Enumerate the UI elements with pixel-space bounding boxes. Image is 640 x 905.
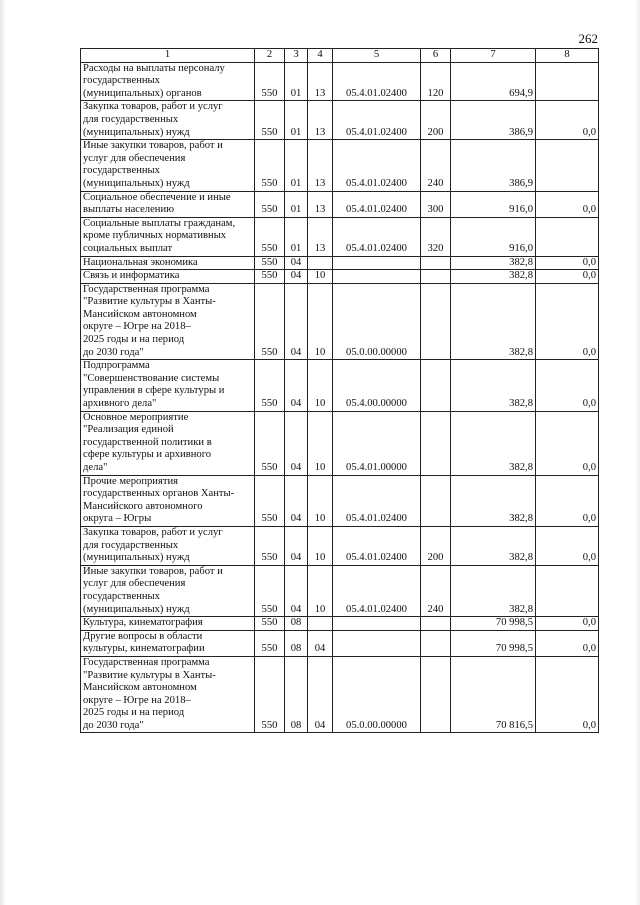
- subsection-cell: 04: [308, 630, 333, 656]
- amount-extra-cell: 0,0: [536, 656, 599, 733]
- table-row: [81, 617, 599, 631]
- subsection-cell: 10: [308, 283, 333, 360]
- table-row: [81, 526, 599, 565]
- target-article-cell: 05.4.01.02400: [333, 565, 421, 616]
- amount-cell: 382,8: [451, 411, 536, 475]
- subsection-cell: 04: [308, 656, 333, 733]
- amount-extra-cell: [536, 62, 599, 101]
- expense-type-cell: 240: [421, 565, 451, 616]
- table-row: [81, 217, 599, 256]
- expense-type-cell: [421, 617, 451, 631]
- target-article-cell: 05.4.01.02400: [333, 475, 421, 526]
- row-name-cell: Подпрограмма "Совершенствование системы управления в сфере культуры и архивного дела": [81, 360, 255, 411]
- section-cell: 08: [285, 656, 308, 733]
- admin-code-cell: 550: [255, 191, 285, 217]
- amount-cell: 382,8: [451, 270, 536, 284]
- target-article-cell: 05.4.00.00000: [333, 360, 421, 411]
- target-article-cell: [333, 256, 421, 270]
- table-row: [81, 565, 599, 616]
- section-cell: 04: [285, 256, 308, 270]
- admin-code-cell: 550: [255, 217, 285, 256]
- target-article-cell: 05.4.01.02400: [333, 217, 421, 256]
- scan-edge-left: [0, 0, 6, 905]
- subsection-cell: 10: [308, 526, 333, 565]
- row-name-cell: Прочие мероприятия государственных органов Ханты- Мансийского автономного округа – Югры: [81, 475, 255, 526]
- section-cell: 01: [285, 101, 308, 140]
- budget-table: [80, 48, 599, 733]
- admin-code-cell: 550: [255, 283, 285, 360]
- admin-code-cell: 550: [255, 526, 285, 565]
- amount-cell: 70 998,5: [451, 617, 536, 631]
- target-article-cell: 05.4.01.02400: [333, 526, 421, 565]
- table-row: [81, 191, 599, 217]
- subsection-cell: [308, 256, 333, 270]
- amount-cell: 694,9: [451, 62, 536, 101]
- section-cell: 04: [285, 283, 308, 360]
- amount-extra-cell: [536, 565, 599, 616]
- subsection-cell: 10: [308, 475, 333, 526]
- admin-code-cell: 550: [255, 62, 285, 101]
- expense-type-cell: 240: [421, 140, 451, 191]
- header-cell: 8: [536, 49, 599, 63]
- row-name-cell: Национальная экономика: [81, 256, 255, 270]
- amount-cell: 916,0: [451, 217, 536, 256]
- amount-extra-cell: 0,0: [536, 475, 599, 526]
- expense-type-cell: 200: [421, 526, 451, 565]
- expense-type-cell: [421, 656, 451, 733]
- row-name-cell: Основное мероприятие "Реализация единой государственной политики в сфере культуры и архивного дела": [81, 411, 255, 475]
- admin-code-cell: 550: [255, 475, 285, 526]
- target-article-cell: 05.4.01.02400: [333, 191, 421, 217]
- amount-cell: 382,8: [451, 283, 536, 360]
- header-row: [81, 49, 599, 63]
- subsection-cell: [308, 617, 333, 631]
- row-name-cell: Расходы на выплаты персоналу государственных (муниципальных) органов: [81, 62, 255, 101]
- subsection-cell: 13: [308, 140, 333, 191]
- expense-type-cell: [421, 270, 451, 284]
- section-cell: 08: [285, 617, 308, 631]
- subsection-cell: 13: [308, 191, 333, 217]
- table-row: [81, 475, 599, 526]
- expense-type-cell: [421, 283, 451, 360]
- section-cell: 04: [285, 360, 308, 411]
- row-name-cell: Культура, кинематография: [81, 617, 255, 631]
- amount-extra-cell: 0,0: [536, 630, 599, 656]
- expense-type-cell: [421, 630, 451, 656]
- admin-code-cell: 550: [255, 656, 285, 733]
- amount-cell: 386,9: [451, 140, 536, 191]
- amount-extra-cell: [536, 217, 599, 256]
- row-name-cell: Связь и информатика: [81, 270, 255, 284]
- header-cell: 7: [451, 49, 536, 63]
- target-article-cell: [333, 617, 421, 631]
- table-row: [81, 283, 599, 360]
- amount-cell: 386,9: [451, 101, 536, 140]
- admin-code-cell: 550: [255, 617, 285, 631]
- row-name-cell: Закупка товаров, работ и услуг для государственных (муниципальных) нужд: [81, 526, 255, 565]
- section-cell: 01: [285, 62, 308, 101]
- table-row: [81, 256, 599, 270]
- page-number: 262: [578, 31, 598, 46]
- expense-type-cell: 120: [421, 62, 451, 101]
- amount-extra-cell: 0,0: [536, 360, 599, 411]
- expense-type-cell: [421, 411, 451, 475]
- target-article-cell: 05.4.01.02400: [333, 101, 421, 140]
- row-name-cell: Закупка товаров, работ и услуг для государственных (муниципальных) нужд: [81, 101, 255, 140]
- amount-extra-cell: 0,0: [536, 411, 599, 475]
- table-row: [81, 630, 599, 656]
- amount-extra-cell: 0,0: [536, 617, 599, 631]
- target-article-cell: 05.4.01.02400: [333, 62, 421, 101]
- amount-extra-cell: 0,0: [536, 526, 599, 565]
- section-cell: 01: [285, 217, 308, 256]
- admin-code-cell: 550: [255, 256, 285, 270]
- table-row: [81, 270, 599, 284]
- header-cell: 3: [285, 49, 308, 63]
- subsection-cell: 13: [308, 101, 333, 140]
- amount-cell: 382,8: [451, 360, 536, 411]
- scan-edge-right: [635, 0, 640, 905]
- target-article-cell: 05.4.01.02400: [333, 140, 421, 191]
- row-name-cell: Иные закупки товаров, работ и услуг для обеспечения государственных (муниципальных) нужд: [81, 565, 255, 616]
- subsection-cell: 10: [308, 565, 333, 616]
- target-article-cell: 05.0.00.00000: [333, 283, 421, 360]
- row-name-cell: Государственная программа "Развитие культуры в Ханты- Мансийском автономном округе – Югре на 2018– 2025 годы и на период до 2030 года": [81, 283, 255, 360]
- header-cell: 2: [255, 49, 285, 63]
- subsection-cell: 10: [308, 360, 333, 411]
- amount-cell: 382,8: [451, 565, 536, 616]
- amount-cell: 70 816,5: [451, 656, 536, 733]
- section-cell: 01: [285, 140, 308, 191]
- row-name-cell: Социальное обеспечение и иные выплаты населению: [81, 191, 255, 217]
- header-cell: 6: [421, 49, 451, 63]
- admin-code-cell: 550: [255, 565, 285, 616]
- section-cell: 04: [285, 270, 308, 284]
- amount-cell: 382,8: [451, 526, 536, 565]
- amount-cell: 70 998,5: [451, 630, 536, 656]
- subsection-cell: 10: [308, 270, 333, 284]
- admin-code-cell: 550: [255, 140, 285, 191]
- row-name-cell: Иные закупки товаров, работ и услуг для обеспечения государственных (муниципальных) нужд: [81, 140, 255, 191]
- target-article-cell: 05.4.01.00000: [333, 411, 421, 475]
- expense-type-cell: 320: [421, 217, 451, 256]
- target-article-cell: [333, 270, 421, 284]
- subsection-cell: 13: [308, 217, 333, 256]
- expense-type-cell: [421, 475, 451, 526]
- amount-extra-cell: 0,0: [536, 101, 599, 140]
- section-cell: 08: [285, 630, 308, 656]
- section-cell: 04: [285, 565, 308, 616]
- amount-cell: 916,0: [451, 191, 536, 217]
- expense-type-cell: [421, 360, 451, 411]
- admin-code-cell: 550: [255, 360, 285, 411]
- admin-code-cell: 550: [255, 411, 285, 475]
- table-row: [81, 656, 599, 733]
- target-article-cell: [333, 630, 421, 656]
- row-name-cell: Социальные выплаты гражданам, кроме публичных нормативных социальных выплат: [81, 217, 255, 256]
- row-name-cell: Другие вопросы в области культуры, кинематографии: [81, 630, 255, 656]
- admin-code-cell: 550: [255, 270, 285, 284]
- expense-type-cell: [421, 256, 451, 270]
- subsection-cell: 10: [308, 411, 333, 475]
- amount-extra-cell: 0,0: [536, 191, 599, 217]
- header-cell: 1: [81, 49, 255, 63]
- header-cell: 5: [333, 49, 421, 63]
- table-row: [81, 101, 599, 140]
- amount-extra-cell: 0,0: [536, 283, 599, 360]
- amount-extra-cell: 0,0: [536, 270, 599, 284]
- expense-type-cell: 200: [421, 101, 451, 140]
- table-body: [81, 62, 599, 733]
- table-row: [81, 140, 599, 191]
- table-row: [81, 360, 599, 411]
- amount-cell: 382,8: [451, 475, 536, 526]
- section-cell: 01: [285, 191, 308, 217]
- table-row: [81, 411, 599, 475]
- header-cell: 4: [308, 49, 333, 63]
- admin-code-cell: 550: [255, 630, 285, 656]
- target-article-cell: 05.0.00.00000: [333, 656, 421, 733]
- section-cell: 04: [285, 475, 308, 526]
- row-name-cell: Государственная программа "Развитие культуры в Ханты- Мансийском автономном округе – Югре на 2018– 2025 годы и на период до 2030 года": [81, 656, 255, 733]
- amount-extra-cell: [536, 140, 599, 191]
- expense-type-cell: 300: [421, 191, 451, 217]
- subsection-cell: 13: [308, 62, 333, 101]
- table-row: [81, 62, 599, 101]
- admin-code-cell: 550: [255, 101, 285, 140]
- section-cell: 04: [285, 526, 308, 565]
- section-cell: 04: [285, 411, 308, 475]
- amount-extra-cell: 0,0: [536, 256, 599, 270]
- amount-cell: 382,8: [451, 256, 536, 270]
